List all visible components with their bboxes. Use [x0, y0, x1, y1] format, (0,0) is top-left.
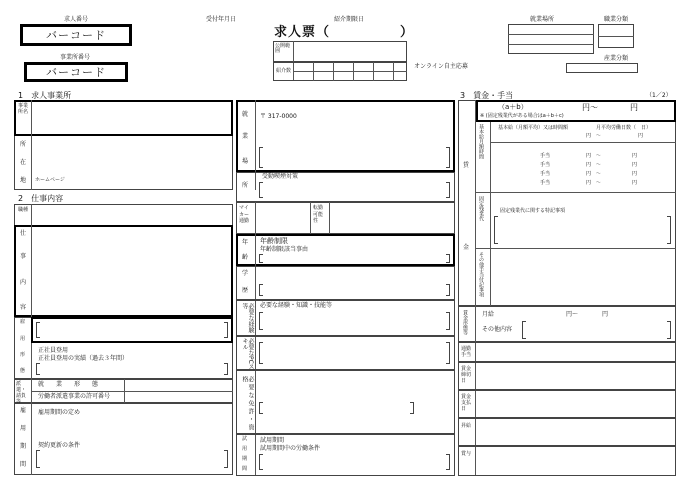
- occupation-box: [14, 204, 233, 226]
- commute-label: マイカー通勤: [239, 205, 250, 224]
- allowance-1-to: 円: [632, 153, 638, 159]
- closing-date-row: [458, 362, 676, 390]
- trial-side-2: 用: [242, 446, 248, 452]
- office-number-label: 事業所番号: [60, 54, 91, 61]
- allowance-2-to: 円: [632, 162, 638, 168]
- transfer-label: 転勤可能性: [313, 205, 324, 224]
- regular-record-label: 正社員登用の実績（過去３年間）: [38, 355, 129, 362]
- address-label-2: 在: [20, 159, 27, 166]
- education-side-1: 学: [242, 270, 249, 277]
- referral-period-label: 紹介期限日: [334, 16, 365, 23]
- workplace-label-3: 場: [242, 158, 249, 165]
- job-content-box: [14, 225, 233, 317]
- commute-box: [236, 202, 455, 234]
- allowance-4-from: 円 ～: [586, 180, 602, 186]
- employment-label-4: 態: [20, 368, 26, 374]
- job-category-label: 職業分類: [604, 16, 629, 23]
- pay-method-label: 月給: [482, 311, 495, 318]
- workplace-label-4: 所: [242, 182, 249, 189]
- allowance-3-from: 円 ～: [586, 171, 602, 177]
- online-apply-label: オンライン自主応募: [414, 63, 468, 70]
- wage-side-2: 金: [463, 244, 470, 251]
- period-label-2: 用: [20, 425, 27, 432]
- monthly-days-label: 月平均労働日数（ 日）: [596, 125, 652, 131]
- education-side-2: 歴: [242, 287, 249, 294]
- job-number-label: 求人番号: [64, 16, 89, 23]
- workplace-box: [236, 100, 455, 172]
- section1-title: 1 求人事業所: [18, 91, 72, 100]
- employment-label-1: 雇: [20, 319, 26, 325]
- office-number-barcode: バーコード: [24, 62, 128, 82]
- row-label-payment: 賃金支払日: [461, 394, 472, 412]
- age-side-2: 齢: [242, 254, 249, 261]
- allowance-1-from: 円 ～: [586, 153, 602, 159]
- allowance-1: 手当: [540, 153, 551, 159]
- trial-side-1: 試: [242, 436, 248, 442]
- base-pay-yen: 円 ～: [586, 133, 602, 139]
- workplace-label-2: 業: [242, 133, 249, 140]
- postal-code: 〒 317-0000: [260, 113, 297, 120]
- row-label-closing: 賃金締切日: [461, 366, 472, 384]
- industry-box: [566, 63, 638, 73]
- age-side-1: 年: [242, 239, 249, 246]
- license-side: 必要な免許・資格: [241, 376, 254, 432]
- job-content-label-4: 容: [20, 304, 27, 311]
- office-name-box: [14, 100, 233, 136]
- dispatch-form-label: 就 業 形 態: [38, 381, 99, 388]
- period-label-3: 期: [20, 443, 27, 450]
- allowance-4: 手当: [540, 180, 551, 186]
- pc-skill-side: 必要なPCスキル: [241, 338, 254, 370]
- commute-allowance-row: [458, 342, 676, 362]
- wage-side-1: 賃: [463, 162, 470, 169]
- trial-label: 試用期間: [260, 437, 285, 444]
- section2-title: 2 仕事内容: [18, 194, 64, 203]
- license-box: [236, 370, 455, 434]
- work-location-label: 就業場所: [530, 16, 555, 23]
- workplace-label-1: 就: [242, 111, 249, 118]
- section3-title: 3 賃金・手当: [460, 91, 514, 100]
- homepage-label: ホームページ: [35, 177, 65, 183]
- wage-range: 円～ 円: [582, 103, 638, 112]
- public-range-label: 公開範囲: [275, 43, 291, 54]
- education-box: [236, 266, 455, 300]
- allowance-3-to: 円: [632, 171, 638, 177]
- payment-date-row: [458, 390, 676, 418]
- employment-label-2: 用: [20, 336, 26, 342]
- allowance-4-to: 円: [632, 180, 638, 186]
- raise-row: [458, 418, 676, 446]
- address-label-1: 所: [20, 141, 27, 148]
- allowance-2-from: 円 ～: [586, 162, 602, 168]
- renewal-label: 契約更新の条件: [38, 442, 81, 449]
- received-date-label: 受付年月日: [206, 16, 237, 23]
- trial-condition-label: 試用期間中の労働条件: [260, 445, 321, 452]
- period-label-4: 間: [20, 461, 27, 468]
- bonus-row: [458, 446, 676, 476]
- trial-side-4: 間: [242, 466, 248, 472]
- experience-side: 必要な経験等: [241, 303, 254, 333]
- inquiry-label: 紹介数: [276, 68, 292, 74]
- period-def-label: 雇用期間の定め: [38, 409, 81, 416]
- age-reason-label: 年齢制限該当事由: [260, 246, 309, 253]
- page-indicator: （1／2）: [646, 92, 672, 99]
- industry-label: 産業分類: [604, 55, 629, 62]
- job-number-barcode: バーコード: [20, 24, 132, 46]
- work-location-box: [508, 24, 594, 54]
- employment-label-3: 形: [20, 352, 26, 358]
- smoking-label: 受動喫煙対策: [262, 173, 299, 180]
- office-name-label: 事業所名: [18, 103, 29, 115]
- pc-skill-box: [236, 336, 455, 370]
- row-label-bonus: 賞与: [461, 451, 472, 457]
- dispatch-permit-label: 労働者派遣事業の許可番号: [38, 393, 111, 400]
- pay-method-range: 円～ 円: [566, 311, 609, 318]
- other-content-label: その他内容: [482, 326, 513, 333]
- base-pay-label: 基本給（月額平均）又は時間額: [498, 125, 569, 131]
- base-pay-yen-to: 円: [638, 133, 644, 139]
- fixed-overtime-note: ※ (固定残業代がある場合はa＋b＋c): [480, 113, 564, 119]
- job-content-label-1: 仕: [20, 230, 27, 237]
- period-label-1: 雇: [20, 407, 27, 414]
- occupation-label: 職種: [18, 207, 29, 213]
- allowance-3: 手当: [540, 171, 551, 177]
- experience-label: 必要な経験・知識・技能等: [260, 302, 333, 309]
- job-content-label-3: 内: [20, 279, 27, 286]
- job-content-label-2: 事: [20, 253, 27, 260]
- allowance-2: 手当: [540, 162, 551, 168]
- trial-side-3: 期: [242, 456, 248, 462]
- address-label-3: 地: [20, 177, 27, 184]
- fixed-overtime-label: 固定残業代に関する特記事項: [500, 208, 566, 214]
- form-title: 求人票（ ）: [274, 25, 415, 40]
- wage-formula: （a＋b）: [498, 103, 528, 111]
- row-label-raise: 昇給: [461, 423, 472, 429]
- dispatch-label: 派遣・請負等: [16, 381, 27, 405]
- row-label-commute: 通勤手当: [461, 346, 472, 358]
- regular-employee-label: 正社員登用: [38, 347, 69, 354]
- age-limit-label: 年齢制限: [260, 237, 288, 245]
- employment-type-field[interactable]: [31, 317, 233, 343]
